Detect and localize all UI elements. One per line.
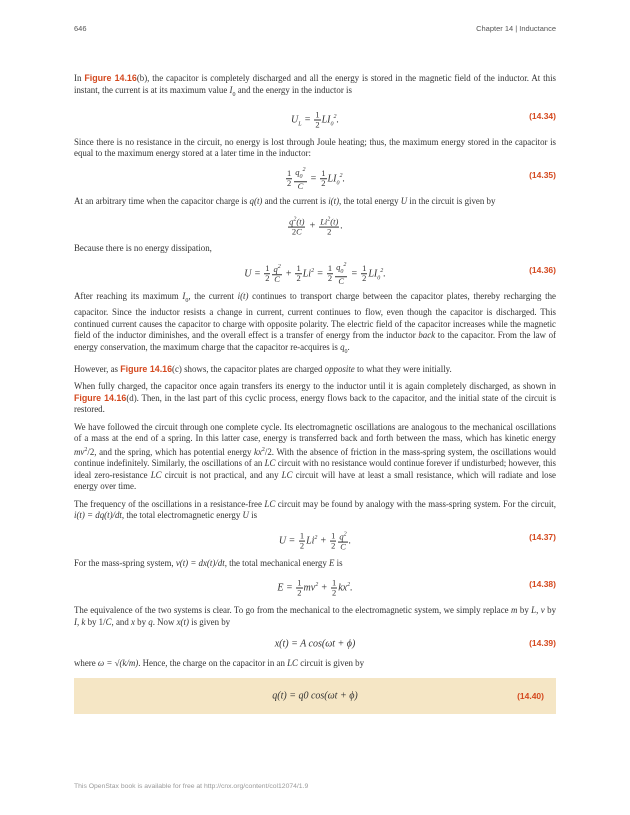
equation-number: (14.36) bbox=[529, 264, 556, 275]
paragraph-7: When fully charged, the capacitor once again transfers its energy to the inductor until it is again completely discharged, as shown in Figure 14.16(d). Then, in the last part of this cyclic process, energy flows back to the capacitor, and the initial state of the circuit is restored. bbox=[74, 381, 556, 415]
page-footer: This OpenStax book is available for free at http://cnx.org/content/col12074/1.9 bbox=[74, 783, 309, 790]
equation-total-energy bbox=[74, 213, 556, 239]
equation-number: (14.37) bbox=[529, 531, 556, 542]
equation-body: q(t) = q0 cos(ωt + ϕ) bbox=[272, 690, 358, 702]
paragraph-9: The frequency of the oscillations in a resistance-free LC circuit may be found by analogy with the mass-spring system. For the circuit, i(t) = dq(t)/dt, the total electromagnetic energy U is bbox=[74, 498, 556, 521]
paragraph-1: In Figure 14.16(b), the capacitor is completely discharged and all the energy is stored in the magnetic field of the inductor. At this instant, the current is at its maximum value $I_0$ and the energy in the inductor is bbox=[74, 73, 557, 98]
equation-body: $\frac{1}{2}$ $\frac{q_0^2}{C}$ = $\frac{1}{2}$ $LI_0^2$. bbox=[287, 166, 345, 192]
paragraph-10: For the mass-spring system, v(t) = dx(t)/dt, the total mechanical energy E is bbox=[74, 557, 343, 568]
paragraph-2: Since there is no resistance in the circuit, no energy is lost through Joule heating; thus, the maximum energy stored in the capacitor is equal to the maximum energy stored at a later time in the inductor: bbox=[74, 136, 556, 159]
equation-14-35 bbox=[74, 166, 556, 192]
equation-number: (14.39) bbox=[529, 638, 556, 649]
page-content bbox=[74, 73, 556, 714]
page-number: 646 bbox=[74, 24, 87, 33]
equation-number: (14.34) bbox=[529, 110, 556, 121]
highlighted-equation-14-40 bbox=[74, 678, 556, 714]
equation-number: (14.38) bbox=[529, 579, 556, 590]
equation-14-36 bbox=[74, 261, 556, 287]
equation-body: E = $\frac{1}{2}$ $mv^2$ + $\frac{1}{2}$ $kx^2$. bbox=[277, 577, 353, 598]
equation-14-37 bbox=[74, 528, 556, 554]
paragraph-4: Because there is no energy dissipation, bbox=[74, 243, 212, 254]
equation-number: (14.40) bbox=[517, 690, 544, 701]
paragraph-12: where ω = √(k/m). Hence, the charge on the capacitor in an LC circuit is given by bbox=[74, 658, 365, 669]
paragraph-6: However, as Figure 14.16(c) shows, the capacitor plates are charged opposite to what they were initially. bbox=[74, 363, 452, 374]
equation-body: U = $\frac{1}{2}$ $Li^2$ + $\frac{1}{2}$ $\frac{q^2}{C}$ . bbox=[278, 530, 352, 552]
equation-body: x(t) = A cos(ωt + ϕ) bbox=[274, 638, 356, 650]
paragraph-8: We have followed the circuit through one complete cycle. Its electromagnetic oscillations are analogous to the mechanical oscillations of a mass at the end of a spring. In this latter case, energy is transferred back and forth between the mass, which has kinetic energy $mv^2/2$, and the spring, which has potential energy $kx^2/2$. With the absence of friction in the mass-spring system, the oscillations would continue indefinitely. Similarly, the oscillations of an LC circuit with no resistance would continue forever if undisturbed; however, this ideal zero-resistance LC circuit is not practical, and any LC circuit will have at least a small resistance, which will radiate and lose energy over time. bbox=[74, 421, 556, 492]
figure-link[interactable]: Figure 14.16 bbox=[120, 363, 173, 374]
equation-14-34 bbox=[74, 107, 556, 133]
equation-body: $U_L$ = $\frac{1}{2}$ $LI_0^2$. bbox=[291, 109, 339, 130]
paragraph-3: At an arbitrary time when the capacitor charge is q(t) and the current is i(t), the total energy U in the circuit is given by bbox=[74, 195, 496, 206]
equation-14-39 bbox=[74, 634, 556, 654]
figure-link[interactable]: Figure 14.16 bbox=[74, 392, 127, 403]
chapter-header: Chapter 14 | Inductance bbox=[476, 24, 556, 33]
equation-body: U = $\frac{1}{2}$ $\frac{q^2}{C}$ + $\frac{1}{2}$ $Li^2$ = $\frac{1}{2}$ $\frac{q_0^2}{C}$ = $\frac{1}{2}$ $LI_0^2$. bbox=[244, 261, 386, 287]
paragraph-5: After reaching its maximum $I_0$, the current i(t) continues to transport charge between the capacitor plates, thereby recharging the capacitor. Since the inductor resists a change in current, current continues to flow, even though the capacitor is discharged. This continued current causes the capacitor to charge with opposite polarity. The electric field of the capacitor increases while the magnetic field of the inductor diminishes, and the overall effect is a transfer of energy from the inductor back to the capacitor. From the law of energy conservation, the maximum charge that the capacitor re-acquires is $q_0$. bbox=[74, 290, 556, 355]
figure-link[interactable]: Figure 14.16 bbox=[84, 73, 137, 83]
paragraph-11: The equivalence of the two systems is clear. To go from the mechanical to the electromagnetic system, we simply replace m by L, v by I, k by 1/C, and x by q. Now x(t) is given by bbox=[74, 605, 556, 627]
equation-14-38 bbox=[74, 575, 556, 601]
equation-body: $\frac{q^2(t)}{2C}$ + $\frac{Li^2(t)}{2}$ . bbox=[289, 216, 343, 237]
equation-number: (14.35) bbox=[529, 169, 556, 180]
